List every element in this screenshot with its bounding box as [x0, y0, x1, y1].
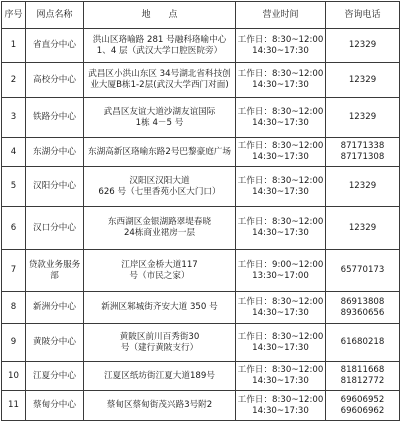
- phone-number: 89360656: [340, 307, 385, 318]
- phone-number: 81811668: [340, 365, 385, 375]
- hours-line: 工作日：8:30~12:00: [237, 217, 324, 227]
- address-line: 东湖高新区珞喻东路2号巴黎豪庭广场: [88, 146, 231, 157]
- table-row: [2, 362, 400, 391]
- business-hours: [236, 98, 326, 138]
- address-line: 武昌区小洪山东区 34号湖北省科技创: [88, 69, 231, 79]
- row-index: 1: [2, 29, 26, 63]
- address-line: 24栋商业裙房一层: [123, 228, 196, 238]
- consult-phone: [326, 29, 400, 63]
- hours-line: 13:30~17:00: [252, 270, 309, 281]
- row-index: 2: [2, 63, 26, 98]
- header-phone: 咨询电话: [326, 2, 400, 29]
- table-header: [2, 2, 400, 29]
- hours-line: 工作日：8:30~12:00: [237, 106, 324, 117]
- outlet-name: 江夏分中心: [26, 362, 84, 391]
- outlet-address: [84, 250, 236, 292]
- phone-number: 86913808: [340, 296, 385, 307]
- phone-number: 65770173: [340, 265, 385, 275]
- consult-phone: [326, 63, 400, 98]
- hours-line: 工作日：8:30~12:00: [237, 34, 324, 45]
- phone-number: 12329: [348, 40, 377, 50]
- business-hours: [236, 167, 326, 207]
- table-row: [2, 207, 400, 250]
- table-body: [2, 29, 400, 421]
- outlet-name: 高校分中心: [26, 63, 84, 98]
- header-hours: 营业时间: [236, 2, 326, 29]
- address-line: 洪山区珞喻路 281 号融科珞喻中心: [92, 34, 227, 45]
- phone-number: 12329: [348, 112, 377, 122]
- outlet-address: [84, 63, 236, 98]
- phone-number: 81812772: [340, 376, 385, 386]
- business-hours: [236, 207, 326, 250]
- hours-line: 工作日：8:30~12:00: [237, 365, 324, 375]
- outlet-address: [84, 324, 236, 362]
- address-line: 汉阳区汉阳大道: [129, 175, 190, 186]
- consult-phone: [326, 250, 400, 292]
- consult-phone: [326, 207, 400, 250]
- hours-line: 14:30~17:30: [252, 80, 309, 90]
- hours-line: 工作日：9:00~12:00: [237, 259, 324, 270]
- table-row: [2, 29, 400, 63]
- table-row: [2, 98, 400, 138]
- address-line: 业大厦B栋1-2层(武汉大学西门对面): [90, 80, 229, 90]
- row-index: 7: [2, 250, 26, 292]
- hours-line: 工作日：8:30~12:00: [237, 331, 324, 342]
- phone-number: 69606962: [340, 405, 385, 416]
- address-line: 1栋 4－5 号: [135, 117, 184, 128]
- service-outlets-table: [1, 1, 400, 421]
- address-line: 新洲区邾城街齐安大道 350 号: [101, 302, 218, 312]
- consult-phone: [326, 362, 400, 391]
- outlet-name: 贷款业务服务部: [26, 250, 84, 292]
- address-line: 626 号（七里香苑小区大门口）: [98, 186, 221, 197]
- address-line: 号（建行黄陂支行）: [120, 342, 199, 353]
- business-hours: [236, 250, 326, 292]
- row-index: 10: [2, 362, 26, 391]
- header-index: 序号: [2, 2, 26, 29]
- header-address: 地 点: [84, 2, 236, 29]
- consult-phone: [326, 391, 400, 421]
- outlet-address: [84, 362, 236, 391]
- phone-number: 69606952: [340, 394, 385, 405]
- outlet-address: [84, 391, 236, 421]
- consult-phone: [326, 138, 400, 167]
- hours-line: 工作日：8:30~12:00: [237, 69, 324, 79]
- phone-number: 12329: [348, 181, 377, 191]
- phone-number: 87171338: [340, 141, 385, 151]
- hours-line: 14:30~17:30: [252, 152, 309, 162]
- outlet-name: 铁路分中心: [26, 98, 84, 138]
- outlet-name: 汉阳分中心: [26, 167, 84, 207]
- business-hours: [236, 138, 326, 167]
- address-line: 江岸区金桥大道117: [121, 259, 198, 270]
- table-row: [2, 250, 400, 292]
- hours-line: 14:30~17:30: [252, 405, 309, 416]
- hours-line: 工作日：8:30~12:00: [237, 175, 324, 186]
- row-index: 8: [2, 292, 26, 324]
- outlet-name: 黄陂分中心: [26, 324, 84, 362]
- header-row: [2, 2, 400, 29]
- business-hours: [236, 324, 326, 362]
- row-index: 9: [2, 324, 26, 362]
- outlet-address: [84, 29, 236, 63]
- outlet-name: 新洲分中心: [26, 292, 84, 324]
- outlet-address: [84, 207, 236, 250]
- row-index: 11: [2, 391, 26, 421]
- hours-line: 14:30~17:30: [252, 186, 309, 197]
- row-index: 3: [2, 98, 26, 138]
- outlet-name: 蔡甸分中心: [26, 391, 84, 421]
- table-row: [2, 324, 400, 362]
- hours-line: 14:30~17:30: [252, 376, 309, 386]
- hours-line: 工作日：8:30~12:00: [237, 141, 324, 151]
- hours-line: 工作日：8:30~12:00: [237, 296, 324, 307]
- outlet-address: [84, 167, 236, 207]
- phone-number: 61680218: [340, 337, 385, 347]
- hours-line: 14:30~17:30: [252, 117, 309, 128]
- table-row: [2, 138, 400, 167]
- row-index: 5: [2, 167, 26, 207]
- outlet-address: [84, 292, 236, 324]
- phone-number: 12329: [348, 222, 377, 233]
- hours-line: 14:30~17:30: [252, 307, 309, 318]
- business-hours: [236, 362, 326, 391]
- row-index: 4: [2, 138, 26, 167]
- address-line: 东西湖区金银湖路翠堤春晓: [107, 217, 212, 227]
- address-line: 武昌区友谊大道沙湖友谊国际: [103, 106, 216, 117]
- phone-number: 12329: [348, 74, 377, 85]
- outlet-address: [84, 138, 236, 167]
- business-hours: [236, 63, 326, 98]
- table-row: [2, 391, 400, 421]
- hours-line: 14:30~17:30: [252, 342, 309, 353]
- phone-number: 87171308: [340, 152, 385, 162]
- table-row: [2, 292, 400, 324]
- business-hours: [236, 292, 326, 324]
- outlet-address: [84, 98, 236, 138]
- hours-line: 14:30~17:30: [252, 45, 309, 56]
- consult-phone: [326, 98, 400, 138]
- table-row: [2, 167, 400, 207]
- consult-phone: [326, 324, 400, 362]
- consult-phone: [326, 167, 400, 207]
- address-line: 黄陂区前川百秀街30: [119, 331, 200, 342]
- address-line: 号（市民之家）: [129, 270, 190, 281]
- outlet-name: 东湖分中心: [26, 138, 84, 167]
- address-line: 江夏区纸坊街江夏大道189号: [104, 370, 215, 381]
- hours-line: 工作日：8:30~12:00: [237, 394, 324, 405]
- address-line: 蔡甸区蔡甸街茂兴路3号附2: [106, 400, 213, 410]
- row-index: 6: [2, 207, 26, 250]
- consult-phone: [326, 292, 400, 324]
- address-line: 1、4 层（武汉大学口腔医院旁）: [96, 45, 223, 56]
- table-row: [2, 63, 400, 98]
- outlet-name: 省直分中心: [26, 29, 84, 63]
- header-name: 网点名称: [26, 2, 84, 29]
- hours-line: 14:30~17:30: [252, 228, 309, 238]
- outlet-name: 汉口分中心: [26, 207, 84, 250]
- business-hours: [236, 29, 326, 63]
- business-hours: [236, 391, 326, 421]
